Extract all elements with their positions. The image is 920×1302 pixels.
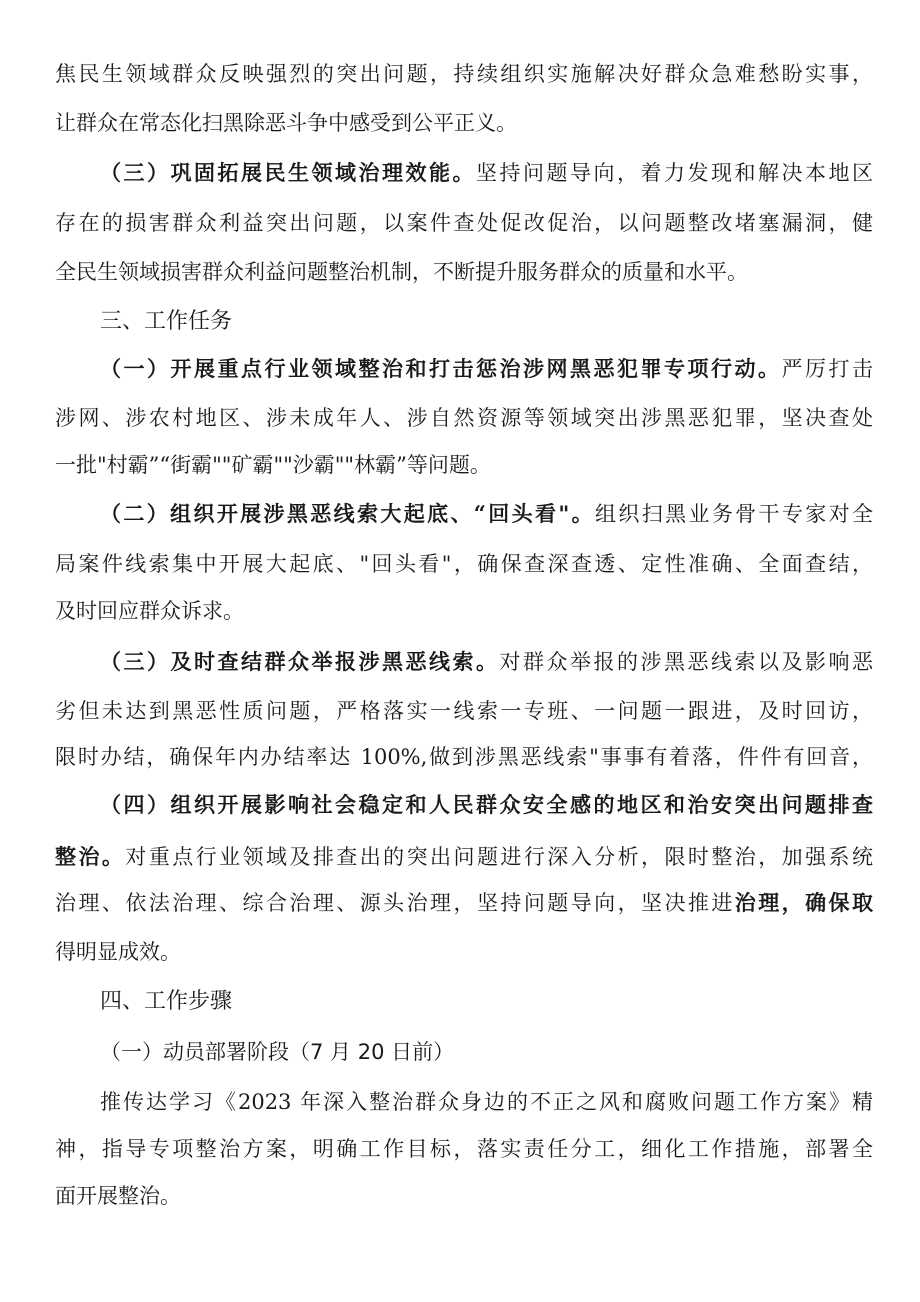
task4-line-3 <box>55 881 873 925</box>
step1-line-1: 推传达学习《2023 年深入整治群众身边的不正之风和腐败问题工作方案》精 <box>100 1090 873 1114</box>
task4-text-2a: 治理、依法治理、综合治理、源头治理，坚持问题导向，坚决推进 <box>55 891 735 915</box>
task3-line-2: 劣但未达到黑恶性质问题，严格落实一线索一专班、一问题一跟进，及时回访， <box>55 699 873 723</box>
task1-line-3: 一批"村霸”“街霸""矿霸""沙霸""林霸”等问题。 <box>55 453 491 477</box>
task4-heading-line-1: （四）组织开展影响社会稳定和人民群众安全感的地区和治安突出问题排查 <box>100 792 873 817</box>
section4-title: 四、工作步骤 <box>100 989 233 1014</box>
task4-text: 对重点行业领域及排查出的突出问题进行深入分析，限时整治，加强系统 <box>125 845 873 869</box>
goal3-line-1 <box>100 151 873 195</box>
task2-line-1 <box>100 492 873 536</box>
goal3-line-2: 存在的损害群众利益突出问题，以案件查处促改促治，以问题整改堵塞漏洞，健 <box>55 211 873 235</box>
task1-heading: （一）开展重点行业领域整治和打击惩治涉网黑恶犯罪专项行动。 <box>100 356 782 381</box>
task3-line-1 <box>100 640 873 684</box>
task2-line-2: 局案件线索集中开展大起底、"回头看"，确保查深查透、定性准确、全面查结， <box>55 552 873 576</box>
task3-heading: （三）及时查结群众举报涉黑恶线索。 <box>100 649 500 674</box>
goal3-heading: （三）巩固拓展民生领域治理效能。 <box>100 160 476 185</box>
task4-heading-end: 整治。 <box>55 844 126 869</box>
task4-line-2 <box>55 835 873 879</box>
step1-line-3: 面开展整治。 <box>55 1184 181 1208</box>
task1-line-2: 涉网、涉农村地区、涉未成年人、涉自然资源等领域突出涉黑恶犯罪，坚决查处 <box>55 406 873 430</box>
task1-line-1 <box>100 347 873 391</box>
goal3-text: 坚持问题导向，着力发现和解决本地区 <box>476 161 873 185</box>
section3-title: 三、工作任务 <box>100 309 233 334</box>
task1-text: 严厉打击 <box>781 357 873 381</box>
intro-line-2: 让群众在常态化扫黑除恶斗争中感受到公平正义。 <box>55 111 517 135</box>
task3-text: 对群众举报的涉黑恶线索以及影响恶 <box>499 650 873 674</box>
step1-title: （一）动员部署阶段（7 月 20 日前） <box>100 1040 455 1064</box>
task3-line-3: 限时办结，确保年内办结率达 100%,做到涉黑恶线索"事事有着落，件件有回音， <box>55 745 873 769</box>
task4-text-2b: 治理，确保取 <box>734 890 873 915</box>
intro-line-1: 焦民生领域群众反映强烈的突出问题，持续组织实施解决好群众急难愁盼实事， <box>55 62 873 86</box>
task2-text: 组织扫黑业务骨干专家对全 <box>595 502 873 526</box>
step1-line-2: 神，指导专项整治方案，明确工作目标，落实责任分工，细化工作措施，部署全 <box>55 1137 873 1161</box>
task4-line-4: 得明显成效。 <box>55 940 181 964</box>
task2-heading: （二）组织开展涉黑恶线索大起底、“回头看"。 <box>100 501 595 526</box>
goal3-line-3: 全民生领域损害群众利益问题整治机制，不断提升服务群众的质量和水平。 <box>55 260 748 284</box>
task2-line-3: 及时回应群众诉求。 <box>55 599 244 623</box>
